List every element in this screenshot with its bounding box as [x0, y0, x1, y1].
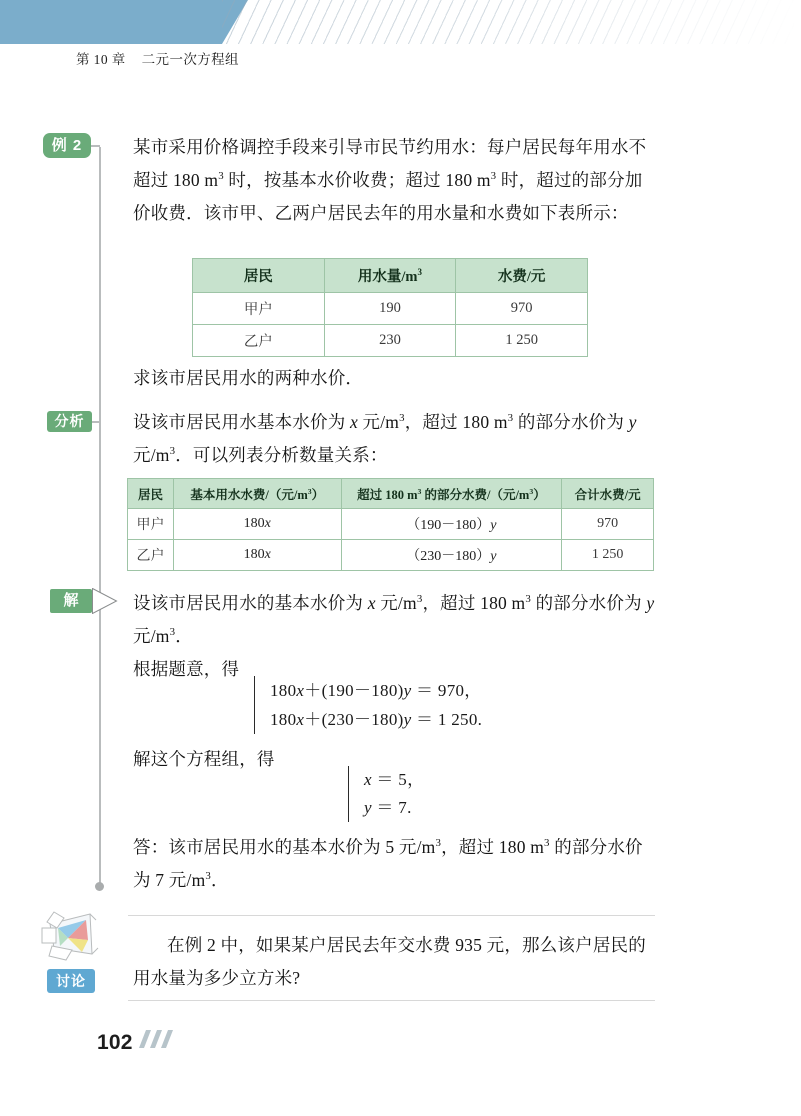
discussion-text: 在例 2 中，如果某户居民去年交水费 935 元，那么该户居民的用水量为多少立方米? — [133, 935, 646, 988]
cell-usage: 230 — [324, 325, 456, 357]
cell-fee: 970 — [456, 293, 588, 325]
table-row — [193, 293, 588, 325]
th-resident: 居民 — [128, 479, 174, 509]
cell-resident: 乙户 — [128, 540, 174, 571]
section-spine-end-dot — [95, 882, 104, 891]
table-row — [128, 540, 654, 571]
table-fee-analysis — [127, 478, 654, 571]
table-row — [128, 509, 654, 540]
cell-resident: 甲户 — [193, 293, 325, 325]
analysis-text: 设该市居民用水基本水价为 x 元$/m^3$，超过 180 $m^3$ 的部分水价为 y 元$/m^3$．可以列表分析数量关系： — [133, 412, 637, 465]
cell-fee: 1 250 — [456, 325, 588, 357]
th-base-fee: 基本用水水费/（元$/m^3$） — [173, 479, 341, 509]
cell-usage: 190 — [324, 293, 456, 325]
cell-total-fee: 1 250 — [562, 540, 654, 571]
example-problem-text: 某市采用价格调控手段来引导市民节约用水：每户居民每年用水不超过 180 $m^3$ 时，按基本水价收费；超过 180 $m^3$ 时，超过的部分加价收费．该市甲、乙两户居民去年的用水量和水费如下表所示： — [133, 137, 647, 223]
equation-system-main — [254, 676, 482, 734]
discussion-badge: 讨论 — [47, 969, 95, 993]
cell-base-fee: 180x — [173, 540, 341, 571]
brace-left — [254, 676, 264, 734]
solution-answer-text: 答：该市居民用水的基本水价为 5 元$/m^3$，超过 180 $m^3$ 的部分水价为 7 元$/m^3$． — [133, 837, 643, 890]
solution-lead-in: 根据题意，得 — [133, 659, 240, 679]
page-number: 102 — [97, 1031, 133, 1054]
example-badge-connector — [91, 145, 100, 147]
table-header-row — [193, 259, 588, 293]
th-excess-fee: 超过 180 $m^3$ 的部分水费/（元$/m^3$） — [341, 479, 562, 509]
solution-value-x: x ＝ 5， — [364, 770, 425, 789]
megaphone-geometric-icon — [38, 906, 108, 968]
banner-blue-block — [0, 0, 248, 44]
header-banner — [0, 0, 801, 44]
footer-slashes-icon — [135, 1029, 177, 1049]
th-fee: 水费/元 — [456, 259, 588, 293]
discussion-divider-top — [128, 915, 655, 916]
cell-base-fee: 180x — [173, 509, 341, 540]
solution-arrow-icon — [92, 588, 118, 614]
analysis-badge-connector — [92, 421, 100, 423]
example-badge: 例 2 — [43, 133, 91, 158]
cell-resident: 乙户 — [193, 325, 325, 357]
section-spine-line — [99, 147, 101, 887]
solution-badge: 解 — [50, 589, 92, 613]
analysis-badge: 分析 — [47, 411, 92, 432]
banner-diagonal-stripes — [222, 0, 801, 44]
table-water-usage — [192, 258, 588, 357]
equation-system-solution — [348, 766, 424, 822]
th-total-fee: 合计水费/元 — [562, 479, 654, 509]
th-resident: 居民 — [193, 259, 325, 293]
solve-lead-text: 解这个方程组，得 — [133, 749, 275, 769]
table-header-row — [128, 479, 654, 509]
running-head — [76, 48, 239, 68]
cell-resident: 甲户 — [128, 509, 174, 540]
solution-value-y: y ＝ 7. — [364, 798, 412, 817]
equation-line-2: 180x＋(230－180)y ＝ 1 250. — [270, 710, 483, 729]
solution-setup-text: 设该市居民用水的基本水价为 x 元$/m^3$，超过 180 $m^3$ 的部分水价为 y 元$/m^3$． — [133, 593, 655, 646]
cell-total-fee: 970 — [562, 509, 654, 540]
table-row — [193, 325, 588, 357]
chapter-number: 第 10 章 — [76, 52, 126, 67]
equation-line-1: 180x＋(190－180)y ＝ 970， — [270, 681, 482, 700]
cell-excess-fee: （190－180）y — [341, 509, 562, 540]
brace-left — [348, 766, 358, 822]
discussion-divider-bottom — [128, 1000, 655, 1001]
chapter-title: 二元一次方程组 — [141, 52, 239, 67]
cell-excess-fee: （230－180）y — [341, 540, 562, 571]
th-usage: 用水量$/m^3$ — [324, 259, 456, 293]
page-footer — [97, 1029, 177, 1055]
example-question-text: 求该市居民用水的两种水价． — [133, 368, 364, 388]
